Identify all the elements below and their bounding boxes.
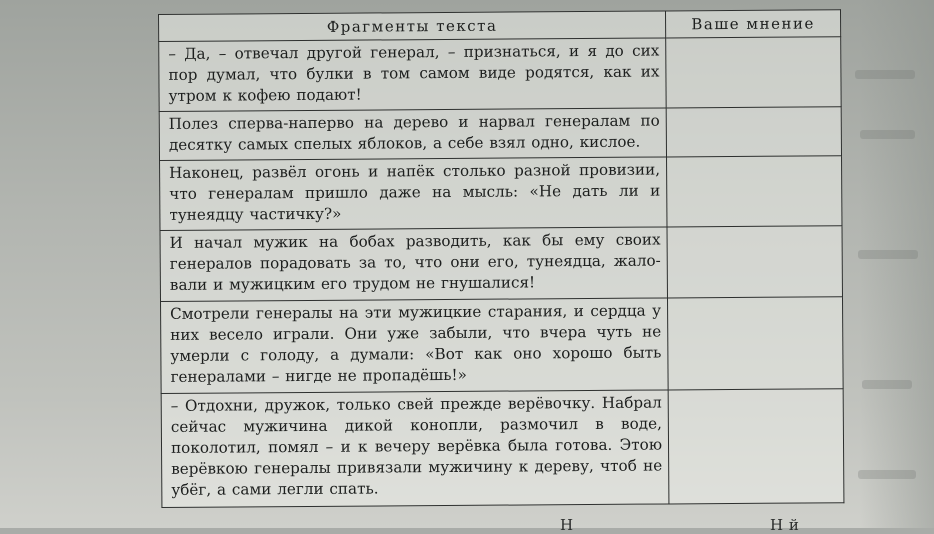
fragment-line: пор думал, что булки в том самом виде родятся, как их	[168, 62, 660, 84]
header-fragments: Фрагменты текста	[159, 11, 666, 42]
fragment-line: тунеядцу частичку?»	[169, 204, 342, 224]
table-row	[159, 37, 841, 112]
fragment-line: десятку самых спелых яблоков, а себе взял одно, кислое.	[168, 133, 641, 155]
header-opinion: Ваше мнение	[665, 10, 840, 38]
fragment-cell	[160, 227, 667, 301]
opinion-cell[interactable]	[667, 297, 843, 390]
page-edge-shadow	[860, 0, 934, 528]
fragment-line: Набрал сейчас мужичина дикой конопли, размочил в	[170, 393, 662, 436]
fragment-cell	[161, 390, 669, 508]
fragment-line: утром к кофею подают!	[168, 85, 362, 105]
fragment-line: – Да, – отвечал другой генерал, – признаться, и я до сих	[168, 41, 660, 63]
table-row	[159, 107, 841, 160]
show-through-mark	[855, 70, 915, 79]
fragment-line: умерли с голоду, а думали: «Вот как оно хорошо быть	[170, 343, 662, 365]
show-through-mark	[858, 250, 918, 259]
fragment-line: Смотрели генералы на эти мужицкие старания, и сердца	[170, 301, 646, 323]
fragment-line: чтоб не убёг, а сами легли спать.	[171, 456, 663, 499]
show-through-mark	[858, 470, 916, 479]
fragment-line: вали и мужицким его трудом не гнушалися!	[169, 273, 536, 295]
opinion-cell[interactable]	[667, 156, 842, 228]
table-row	[160, 226, 842, 301]
fragment-cell	[160, 157, 667, 231]
fragment-line: генералами – нигде не пропадёшь!»	[170, 365, 467, 386]
fragment-line: Этою верёвкою генералы привязали мужичину к дереву,	[171, 435, 663, 478]
show-through-mark	[862, 380, 912, 389]
fragment-line: что генералам пришло даже на мысль: «Не дать ли и	[169, 181, 661, 203]
fragment-line: Наконец, развёл огонь и напёк столько разной провизии,	[169, 160, 661, 182]
fragment-line: И начал мужик на бобах разводить, как бы ему своих	[169, 230, 661, 253]
opinion-cell[interactable]	[668, 389, 844, 504]
fragment-line: генералов порадовать за то, что они его, тунеядца, жало-	[169, 251, 661, 274]
opinion-cell[interactable]	[666, 107, 841, 157]
next-section-heading-fragment: Н	[560, 516, 574, 534]
fragment-line: воде, поколотил, помял – и к вечеру верёвка была готова.	[170, 414, 662, 457]
fragment-line: Полез сперва-наперво на дерево и нарвал генералам по	[168, 111, 660, 134]
opinion-cell[interactable]	[666, 37, 841, 109]
fragments-table	[158, 9, 844, 508]
opinion-cell[interactable]	[667, 226, 842, 298]
fragment-cell	[159, 38, 666, 112]
fragment-line: у них весело играли. Они уже забыли, что вчера чуть не	[170, 301, 662, 344]
table-row	[160, 156, 842, 231]
fragment-cell	[159, 108, 666, 160]
table-row	[161, 297, 844, 394]
show-through-mark	[860, 130, 915, 139]
table-row	[161, 389, 844, 508]
fragment-cell	[161, 298, 669, 394]
fragment-line: – Отдохни, дружок, только свей прежде верёвочку.	[170, 393, 596, 415]
next-section-heading-fragment: Н й	[770, 516, 800, 534]
